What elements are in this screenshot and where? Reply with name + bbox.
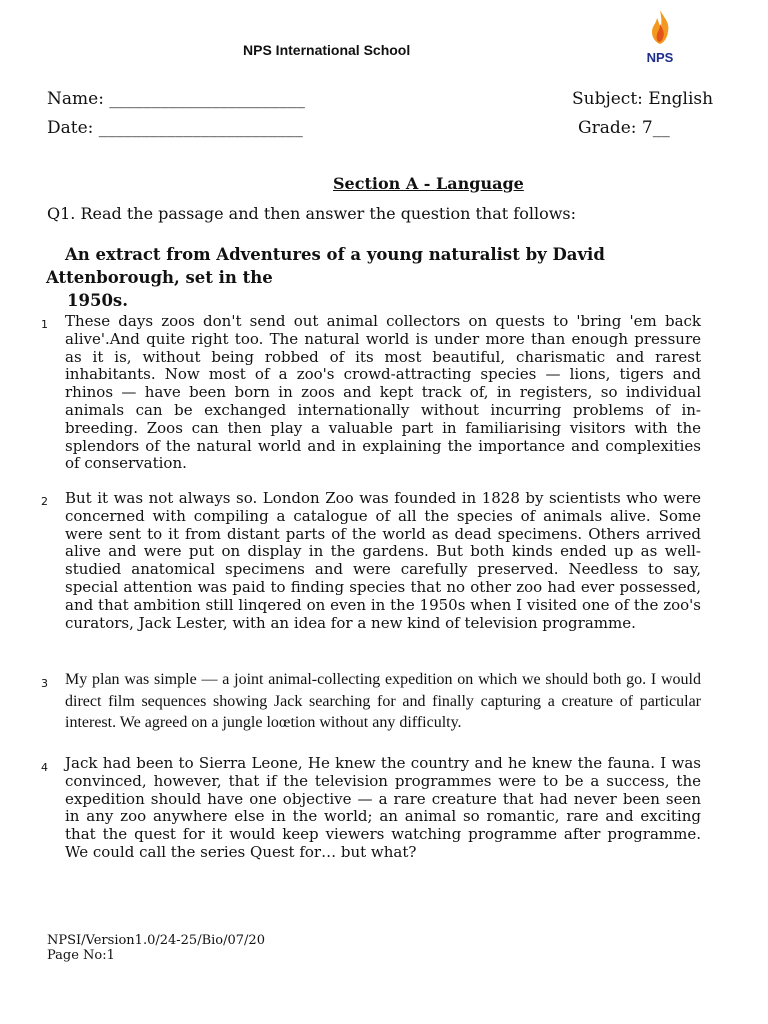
name-field: Name: _______________________ [47, 89, 305, 109]
flame-icon [638, 6, 682, 50]
question-text: Q1. Read the passage and then answer the question that follows: [47, 204, 576, 223]
paragraph-4: Jack had been to Sierra Leone, He knew the country and he knew the fauna. I was convinced, however, that if the television programmes were to be a success, the expedition should have one objective — a rare creature that had never been seen in any zoo anywhere else in the world; an animal so romantic, rare and exciting that the quest for it would keep viewers watching programme after programme. We could call the series Quest for… but what? [65, 754, 701, 861]
paragraph-number: 2 [41, 495, 48, 508]
paragraph-number: 1 [41, 318, 48, 331]
paragraph-number: 3 [41, 677, 48, 690]
subject-field: Subject: English [572, 89, 714, 109]
section-title: Section A - Language [333, 174, 524, 193]
extract-title-line3: 1950s. [67, 291, 128, 310]
school-name: NPS International School [243, 42, 411, 58]
footer-page-number: Page No:1 [47, 948, 115, 963]
date-field: Date: ________________________ [47, 118, 303, 138]
logo-text: NPS [646, 50, 674, 65]
paragraph-2: But it was not always so. London Zoo was founded in 1828 by scientists who were concerned with compiling a catalogue of all the species of animals alive. Some were sent to it from distant parts of the world as dead specimens. Others arrived alive and were put on display in the gardens. But both kinds ended up as well-studied anatomical specimens and were carefully preserved. Needless to say, special attention was paid to finding species that no other zoo had ever possessed, and that ambition still linqered on even in the 1950s when I visited one of the zoo's curators, Jack Lester, with an idea for a new kind of television programme. [65, 489, 701, 632]
paragraph-3: My plan was simple — a joint animal-collecting expedition on which we should both go. I would direct film sequences showing Jack searching for and finally capturing a creature of particular interest. We agreed on a jungle loœtion without any difficulty. [65, 671, 701, 731]
extract-title-line1: An extract from Adventures of a young naturalist by David [65, 245, 605, 264]
extract-title-line2: Attenborough, set in the [46, 268, 273, 287]
footer-version: NPSI/Version1.0/24-25/Bio/07/20 [47, 933, 265, 948]
paragraph-1: These days zoos don't send out animal collectors on quests to 'bring 'em back alive'.And quite right too. The natural world is under more than enough pressure as it is, without being robbed of its most beautiful, charismatic and rarest inhabitants. Now most of a zoo's crowd-attracting species — lions, tigers and rhinos — have been born in zoos and kept track of, in registers, so individual animals can be exchanged internationally without incurring problems of in-breeding. Zoos can then play a valuable part in familiarising visitors with the splendors of the natural world and in explaining the importance and complexities of conservation. [65, 312, 701, 473]
paragraph-number: 4 [41, 761, 48, 774]
grade-field: Grade: 7__ [578, 118, 670, 138]
school-logo [638, 6, 682, 64]
